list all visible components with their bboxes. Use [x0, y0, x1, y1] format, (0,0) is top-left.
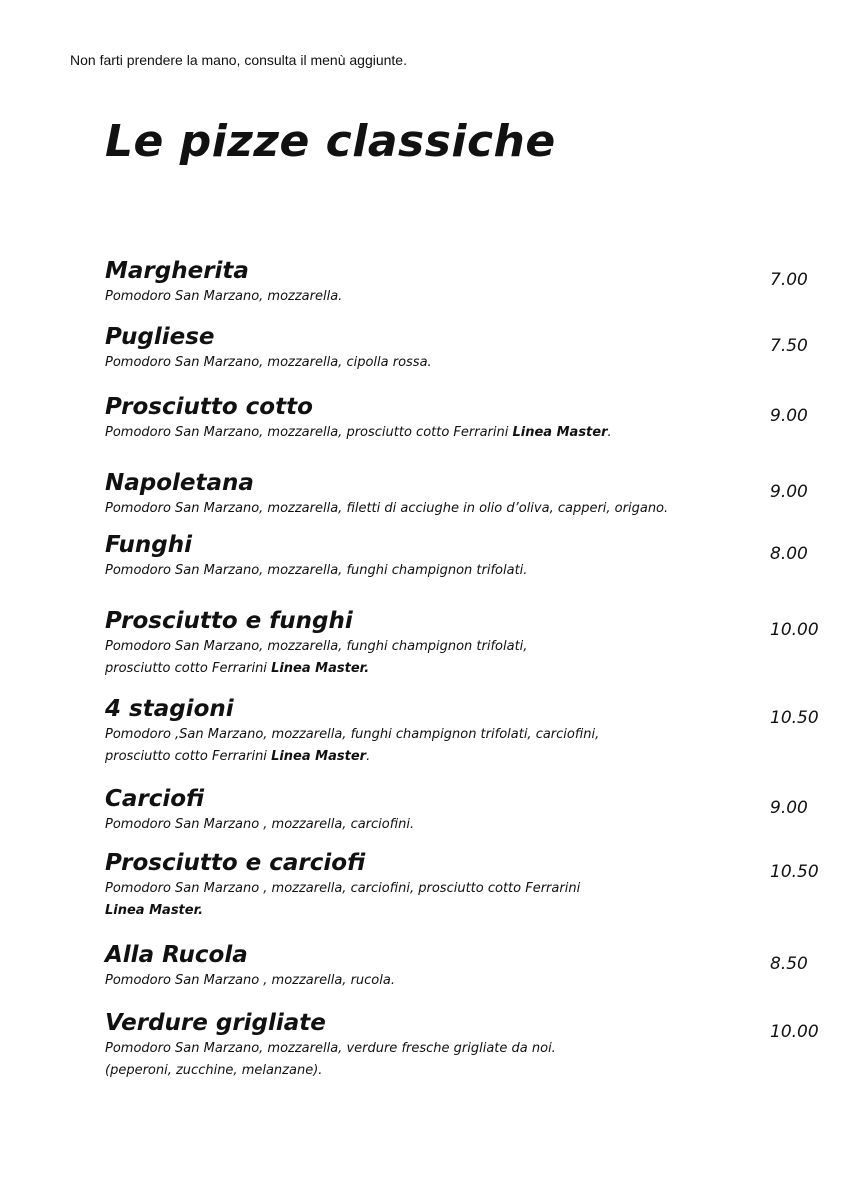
- description-line: (peperoni, zucchine, melanzane).: [105, 1063, 323, 1078]
- menu-item: [105, 392, 825, 444]
- menu-item: [105, 848, 825, 922]
- item-description: [105, 422, 825, 444]
- description-line: Pomodoro San Marzano , mozzarella, carciofini, prosciutto cotto Ferrarini: [105, 881, 581, 896]
- item-name: Pugliese: [105, 324, 215, 350]
- menu-item: [105, 468, 825, 520]
- menu-item: [105, 784, 825, 836]
- menu-item: [105, 1008, 825, 1082]
- description-line: Pomodoro ,San Marzano, mozzarella, funghi champignon trifolati, carciofini,: [105, 727, 600, 742]
- description-line: Pomodoro San Marzano, mozzarella, prosciutto cotto Ferrarini Linea Master.: [105, 425, 612, 440]
- item-price: 7.00: [770, 270, 808, 290]
- description-line: Pomodoro San Marzano, mozzarella, verdure fresche grigliate da noi.: [105, 1041, 556, 1056]
- menu-item: [105, 694, 825, 768]
- item-description: [105, 814, 825, 836]
- description-line: Pomodoro San Marzano, mozzarella, funghi champignon trifolati,: [105, 639, 528, 654]
- description-line: Pomodoro San Marzano , mozzarella, carciofini.: [105, 817, 415, 832]
- item-name: Verdure grigliate: [105, 1010, 326, 1036]
- top-note: Non farti prendere la mano, consulta il menù aggiunte.: [70, 52, 407, 68]
- item-price: 9.00: [770, 406, 808, 426]
- description-line: Pomodoro San Marzano, mozzarella, funghi champignon trifolati.: [105, 563, 528, 578]
- menu-item: [105, 606, 825, 680]
- item-name: 4 stagioni: [105, 696, 234, 722]
- menu-item: [105, 530, 825, 582]
- menu-item: [105, 256, 825, 308]
- item-price: 9.00: [770, 482, 808, 502]
- item-price: 10.00: [770, 620, 819, 640]
- description-line: prosciutto cotto Ferrarini Linea Master.: [105, 661, 370, 676]
- item-description: [105, 498, 825, 520]
- item-name: Prosciutto cotto: [105, 394, 313, 420]
- item-name: Margherita: [105, 258, 249, 284]
- description-line: prosciutto cotto Ferrarini Linea Master.: [105, 749, 371, 764]
- description-line: Pomodoro San Marzano, mozzarella, filetti di acciughe in olio d’oliva, capperi, origano.: [105, 501, 669, 516]
- menu-item: [105, 322, 825, 374]
- page-title: Le pizze classiche: [105, 116, 556, 167]
- item-price: 10.50: [770, 708, 819, 728]
- item-description: [105, 636, 825, 680]
- item-description: [105, 1038, 825, 1082]
- item-description: [105, 878, 825, 922]
- item-description: [105, 724, 825, 768]
- item-description: [105, 286, 825, 308]
- menu-item: [105, 940, 825, 992]
- item-price: 10.00: [770, 1022, 819, 1042]
- bold-text: Linea Master.: [105, 903, 204, 918]
- item-description: [105, 352, 825, 374]
- bold-text: Linea Master: [512, 425, 608, 440]
- item-name: Prosciutto e carciofi: [105, 850, 366, 876]
- bold-text: Linea Master: [271, 749, 367, 764]
- item-name: Alla Rucola: [105, 942, 248, 968]
- item-name: Carciofi: [105, 786, 205, 812]
- description-line: Pomodoro San Marzano, mozzarella, cipolla rossa.: [105, 355, 432, 370]
- item-price: 10.50: [770, 862, 819, 882]
- description-line: [105, 900, 825, 922]
- item-price: 8.00: [770, 544, 808, 564]
- item-description: [105, 970, 825, 992]
- item-name: Funghi: [105, 532, 192, 558]
- item-price: 8.50: [770, 954, 808, 974]
- item-name: Prosciutto e funghi: [105, 608, 353, 634]
- item-price: 9.00: [770, 798, 808, 818]
- item-price: 7.50: [770, 336, 808, 356]
- bold-text: Linea Master.: [271, 661, 370, 676]
- item-name: Napoletana: [105, 470, 254, 496]
- item-description: [105, 560, 825, 582]
- description-line: Pomodoro San Marzano , mozzarella, rucola.: [105, 973, 395, 988]
- description-line: Pomodoro San Marzano, mozzarella.: [105, 289, 343, 304]
